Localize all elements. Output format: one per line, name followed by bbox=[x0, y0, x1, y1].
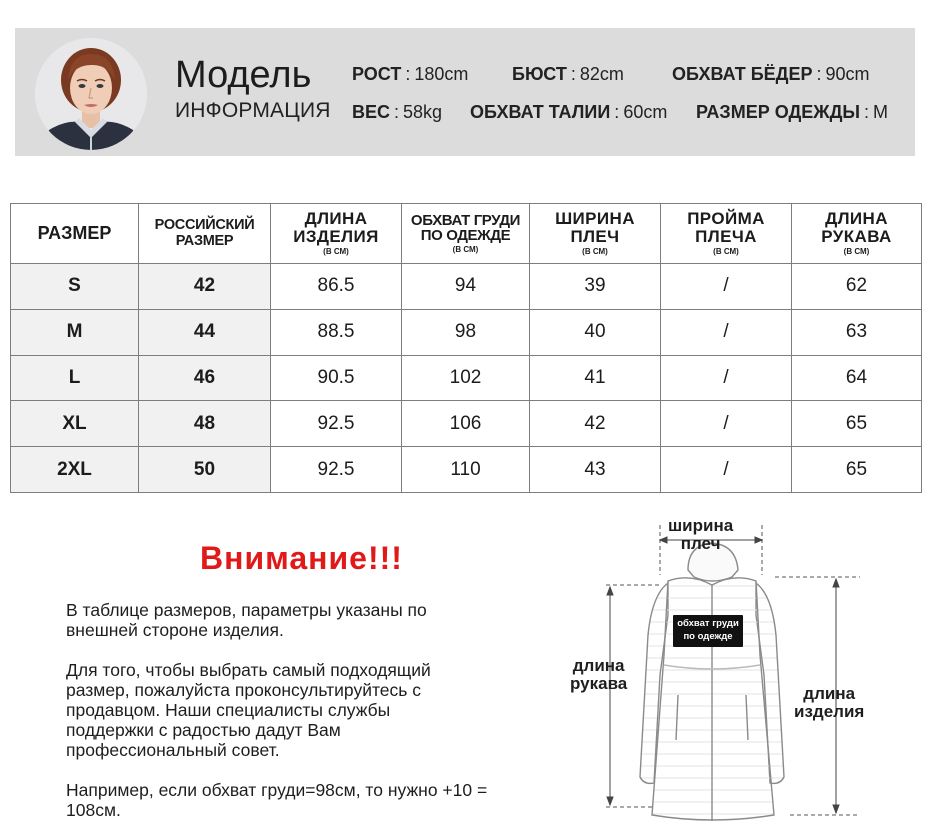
cell-sleeve: 64 bbox=[792, 355, 922, 401]
notice-paragraph-2: Для того, чтобы выбрать самый подходящий размер, пожалуйста проконсультируйтесь с продавцом. Наши специалисты службы поддержки с радостью дадут Вам профессиональный совет. bbox=[66, 660, 431, 760]
stat-waist: ОБХВАТ ТАЛИИ : 60cm bbox=[470, 102, 668, 122]
table-row bbox=[11, 447, 922, 493]
cell-size: L bbox=[11, 355, 139, 401]
table-row bbox=[11, 355, 922, 401]
cell-chest: 102 bbox=[402, 355, 530, 401]
table-header-row bbox=[11, 204, 922, 264]
notice-paragraph-1: В таблице размеров, параметры указаны по внешней стороне изделия. bbox=[66, 600, 427, 640]
cell-russian-size: 44 bbox=[139, 309, 271, 355]
notice-paragraph-3: Например, если обхват груди=98см, то нужно +10 = 108см. bbox=[66, 780, 488, 820]
cell-shoulder: 41 bbox=[530, 355, 661, 401]
cell-length: 86.5 bbox=[271, 264, 402, 310]
stat-clothing-size: РАЗМЕР ОДЕЖДЫ : M bbox=[696, 102, 889, 122]
stat-weight: ВЕС : 58kg bbox=[352, 102, 443, 122]
cell-chest: 98 bbox=[402, 309, 530, 355]
model-title: Модель bbox=[175, 54, 312, 96]
header-shoulder-width: ШИРИНА ПЛЕЧ (В СМ) bbox=[530, 204, 661, 264]
model-info-banner bbox=[15, 28, 915, 156]
cell-size: 2XL bbox=[11, 447, 139, 493]
label-shoulder-width: ширина плеч bbox=[668, 516, 734, 553]
cell-armhole: / bbox=[661, 309, 792, 355]
stat-bust: БЮСТ : 82cm bbox=[512, 64, 624, 84]
cell-russian-size: 42 bbox=[139, 264, 271, 310]
cell-sleeve: 65 bbox=[792, 447, 922, 493]
cell-sleeve: 62 bbox=[792, 264, 922, 310]
header-size: РАЗМЕР bbox=[11, 204, 139, 264]
table-row bbox=[11, 309, 922, 355]
cell-chest: 110 bbox=[402, 447, 530, 493]
cell-shoulder: 39 bbox=[530, 264, 661, 310]
table-row bbox=[11, 264, 922, 310]
stat-hips: ОБХВАТ БЁДЕР : 90cm bbox=[672, 64, 870, 84]
cell-sleeve: 63 bbox=[792, 309, 922, 355]
header-armhole: ПРОЙМА ПЛЕЧА (В СМ) bbox=[661, 204, 792, 264]
cell-armhole: / bbox=[661, 264, 792, 310]
cell-shoulder: 43 bbox=[530, 447, 661, 493]
model-avatar bbox=[35, 38, 147, 150]
cell-shoulder: 40 bbox=[530, 309, 661, 355]
cell-length: 88.5 bbox=[271, 309, 402, 355]
model-subtitle: ИНФОРМАЦИЯ bbox=[175, 99, 331, 122]
cell-armhole: / bbox=[661, 447, 792, 493]
cell-russian-size: 50 bbox=[139, 447, 271, 493]
header-chest: ОБХВАТ ГРУДИ ПО ОДЕЖДЕ (В СМ) bbox=[402, 204, 530, 264]
size-table bbox=[10, 203, 922, 493]
cell-armhole: / bbox=[661, 355, 792, 401]
label-sleeve-length: длина рукава bbox=[570, 656, 628, 693]
cell-size: XL bbox=[11, 401, 139, 447]
stat-height: РОСТ : 180cm bbox=[352, 64, 469, 84]
header-length: ДЛИНА ИЗДЕЛИЯ (В СМ) bbox=[271, 204, 402, 264]
cell-shoulder: 42 bbox=[530, 401, 661, 447]
coat-diagram bbox=[560, 515, 890, 835]
cell-size: M bbox=[11, 309, 139, 355]
cell-sleeve: 65 bbox=[792, 401, 922, 447]
cell-armhole: / bbox=[661, 401, 792, 447]
cell-russian-size: 48 bbox=[139, 401, 271, 447]
cell-length: 90.5 bbox=[271, 355, 402, 401]
cell-length: 92.5 bbox=[271, 401, 402, 447]
cell-russian-size: 46 bbox=[139, 355, 271, 401]
cell-size: S bbox=[11, 264, 139, 310]
header-sleeve-length: ДЛИНА РУКАВА (В СМ) bbox=[792, 204, 922, 264]
label-chest-girth: обхват груди по одежде bbox=[673, 615, 743, 647]
cell-length: 92.5 bbox=[271, 447, 402, 493]
header-russian-size: РОССИЙСКИЙ РАЗМЕР bbox=[139, 204, 271, 264]
attention-title: Внимание!!! bbox=[200, 540, 403, 576]
label-item-length: длина изделия bbox=[794, 684, 865, 721]
cell-chest: 106 bbox=[402, 401, 530, 447]
cell-chest: 94 bbox=[402, 264, 530, 310]
table-row bbox=[11, 401, 922, 447]
